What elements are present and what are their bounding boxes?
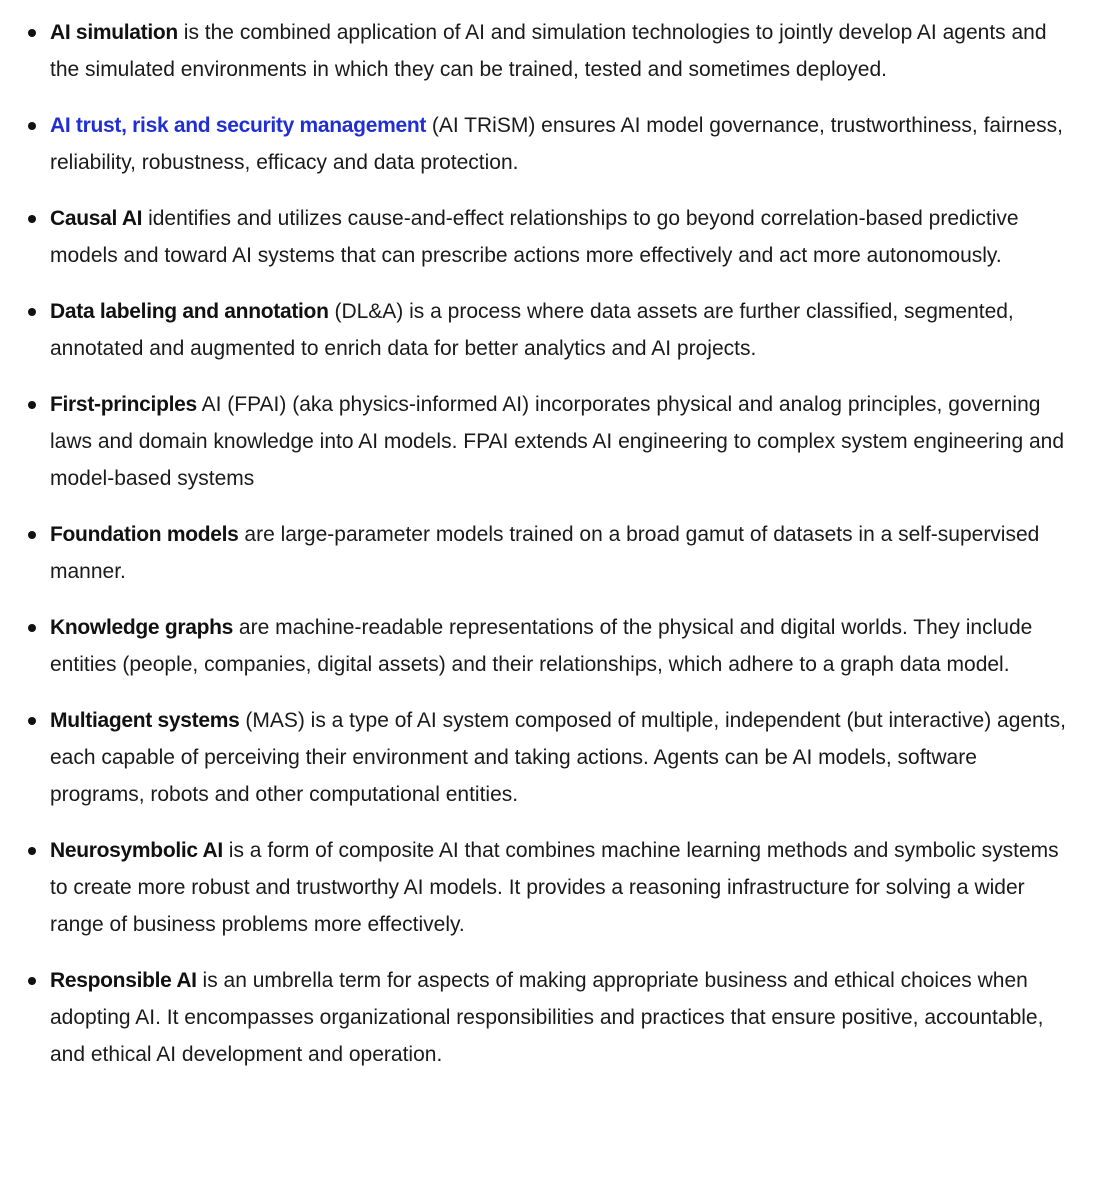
glossary-list [0, 14, 1116, 1092]
list-item-ai-trism [0, 107, 1116, 181]
description-ai-trism: (AI TRiSM) ensures AI model governance, trustworthiness, fairness, reliability, robustness, efficacy and data protection. [50, 114, 1063, 174]
term-link-ai-trism[interactable]: AI trust, risk and security management [50, 114, 427, 137]
description-ai-simulation: is the combined application of AI and simulation technologies to jointly develop AI agents and the simulated environments in which they can be trained, tested and sometimes deployed. [50, 21, 1047, 81]
list-item-knowledge-graphs [0, 609, 1116, 683]
list-item-data-labeling [0, 293, 1116, 367]
term-data-labeling: Data labeling and annotation [50, 300, 329, 323]
term-responsible-ai: Responsible AI [50, 969, 197, 992]
bullet-icon [28, 29, 36, 37]
list-item-ai-simulation [0, 14, 1116, 88]
list-item-multiagent-systems [0, 702, 1116, 813]
description-causal-ai: identifies and utilizes cause-and-effect relationships to go beyond correlation-based predictive models and toward AI systems that can prescribe actions more effectively and act more autonomously. [50, 207, 1019, 267]
bullet-icon [28, 308, 36, 316]
description-knowledge-graphs: are machine-readable representations of the physical and digital worlds. They include entities (people, companies, digital assets) and their relationships, which adhere to a graph data model. [50, 616, 1033, 676]
bullet-icon [28, 122, 36, 130]
term-first-principles: First-principles [50, 393, 197, 416]
term-multiagent-systems: Multiagent systems [50, 709, 240, 732]
bullet-icon [28, 977, 36, 985]
bullet-icon [28, 215, 36, 223]
list-item-neurosymbolic-ai [0, 832, 1116, 943]
list-item-first-principles [0, 386, 1116, 497]
bullet-icon [28, 401, 36, 409]
term-knowledge-graphs: Knowledge graphs [50, 616, 234, 639]
description-neurosymbolic-ai: is a form of composite AI that combines machine learning methods and symbolic systems to create more robust and trustworthy AI models. It provides a reasoning infrastructure for solving a wider range of business problems more effectively. [50, 839, 1059, 936]
term-foundation-models: Foundation models [50, 523, 239, 546]
list-item-foundation-models [0, 516, 1116, 590]
list-item-responsible-ai [0, 962, 1116, 1073]
term-neurosymbolic-ai: Neurosymbolic AI [50, 839, 223, 862]
term-ai-simulation: AI simulation [50, 21, 178, 44]
bullet-icon [28, 847, 36, 855]
description-first-principles: AI (FPAI) (aka physics-informed AI) incorporates physical and analog principles, governing laws and domain knowledge into AI models. FPAI extends AI engineering to complex system engineering and model-based systems [50, 393, 1065, 490]
bullet-icon [28, 717, 36, 725]
list-item-causal-ai [0, 200, 1116, 274]
description-data-labeling: (DL&A) is a process where data assets are further classified, segmented, annotated and augmented to enrich data for better analytics and AI projects. [50, 300, 1014, 360]
description-multiagent-systems: (MAS) is a type of AI system composed of multiple, independent (but interactive) agents, each capable of perceiving their environment and taking actions. Agents can be AI models, software programs, robots and other computational entities. [50, 709, 1066, 806]
bullet-icon [28, 624, 36, 632]
description-responsible-ai: is an umbrella term for aspects of making appropriate business and ethical choices when adopting AI. It encompasses organizational responsibilities and practices that ensure positive, accountable, and ethical AI development and operation. [50, 969, 1044, 1066]
description-foundation-models: are large-parameter models trained on a broad gamut of datasets in a self-supervised manner. [50, 523, 1040, 583]
bullet-icon [28, 531, 36, 539]
term-causal-ai: Causal AI [50, 207, 143, 230]
